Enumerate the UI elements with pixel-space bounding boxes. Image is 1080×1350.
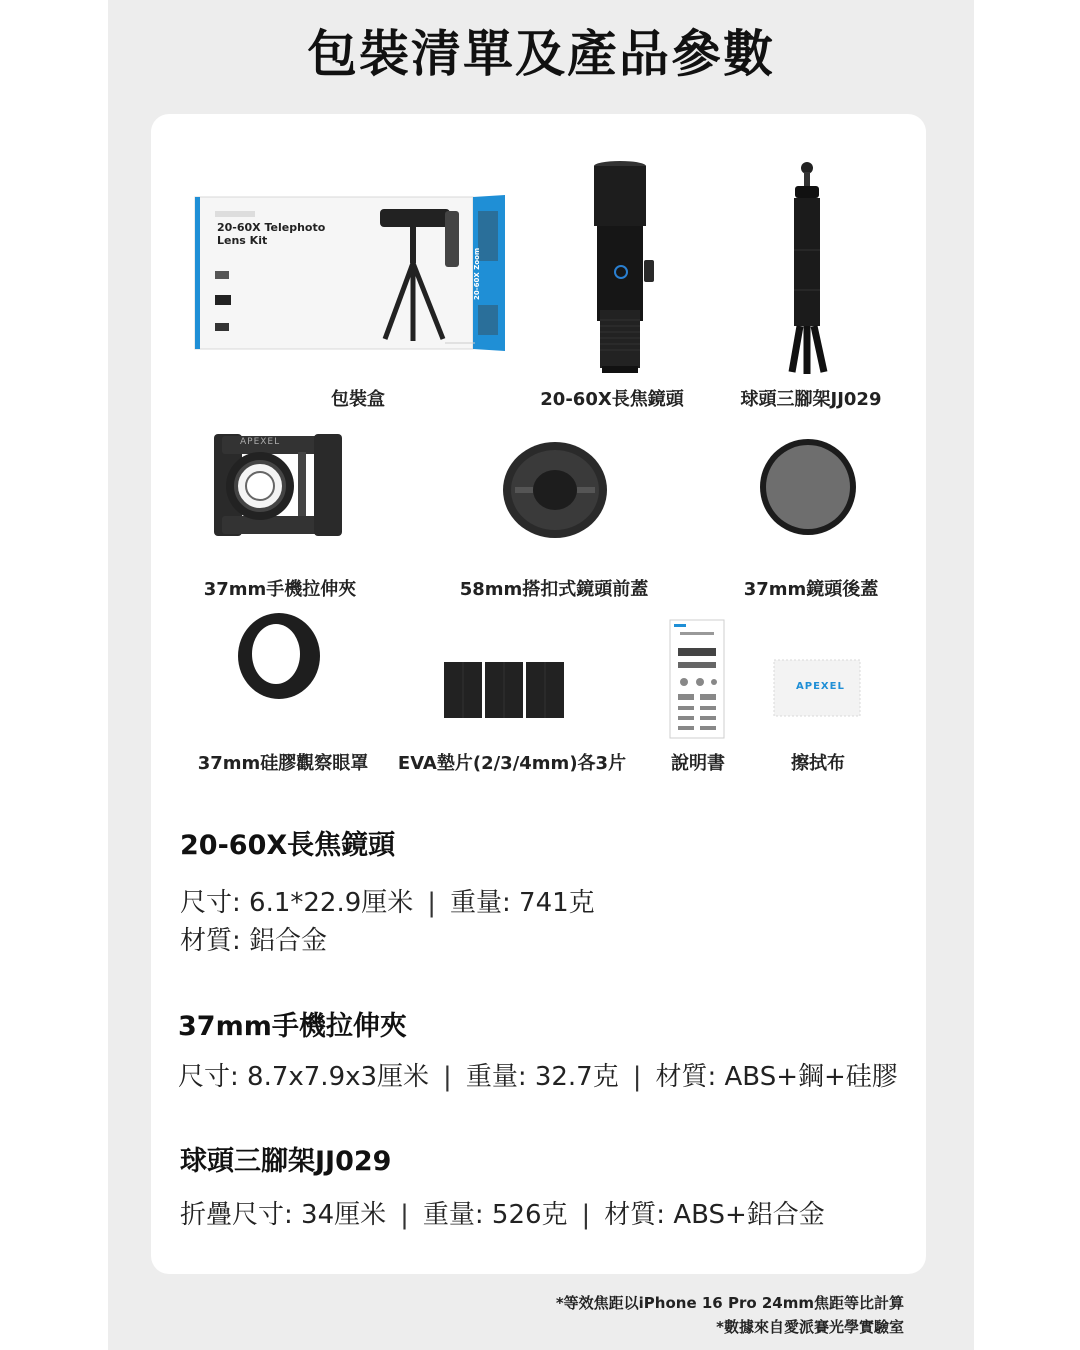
item-label-clip: 37mm手機拉伸夾 [203, 579, 357, 600]
front-lens-cap-image [500, 440, 610, 540]
spec-clip-size: 尺寸: 8.7x7.9x3厘米 [178, 1062, 430, 1092]
item-label-tripod: 球頭三腳架JJ029 [740, 389, 882, 410]
item-label-rear-cap: 37mm鏡頭後蓋 [743, 579, 879, 600]
spec-title-tripod: 球頭三腳架JJ029 [180, 1146, 392, 1177]
spec-lens-size: 尺寸: 6.1*22.9厘米 [180, 888, 414, 918]
spec-lens-material: 材質: 鋁合金 [180, 926, 328, 956]
item-label-front-cap: 58mm搭扣式鏡頭前蓋 [459, 579, 649, 600]
item-label-eyecup: 37mm硅膠觀察眼罩 [197, 753, 369, 774]
spec-tripod-size: 折疊尺寸: 34厘米 [180, 1200, 387, 1230]
spec-lens-line1 [180, 882, 595, 919]
spec-separator: | [443, 1062, 452, 1092]
spec-tripod-weight: 重量: 526克 [422, 1200, 568, 1230]
spec-tripod-line1 [180, 1194, 825, 1231]
spec-title-lens: 20-60X長焦鏡頭 [180, 830, 396, 861]
rear-lens-cap-image [758, 437, 858, 537]
spec-clip-weight: 重量: 32.7克 [465, 1062, 619, 1092]
spec-separator: | [581, 1200, 591, 1230]
tripod-image [780, 160, 840, 375]
box-title-line1: 20-60X Telephoto [217, 221, 326, 234]
spec-separator: | [632, 1062, 642, 1092]
cloth-brand-text: APEXEL [796, 681, 845, 692]
spec-separator: | [400, 1200, 409, 1230]
item-label-manual: 說明書 [671, 753, 725, 774]
eyecup-image [236, 612, 326, 702]
page-title: 包裝清單及產品參數 [307, 25, 775, 83]
spec-lens-line2 [180, 920, 327, 957]
manual-image [670, 620, 726, 740]
spec-lens-weight: 重量: 741克 [450, 888, 595, 918]
footnote-focal-length: *等效焦距以iPhone 16 Pro 24mm焦距等比計算 [555, 1294, 904, 1312]
item-label-eva-pads: EVA墊片(2/3/4mm)各3片 [397, 753, 627, 774]
spec-clip-material: 材質: ABS+鋼+硅膠 [655, 1062, 898, 1092]
box-side-text: 20-60X Zoom [473, 247, 481, 300]
spec-title-clip: 37mm手機拉伸夾 [178, 1011, 407, 1042]
packaging-box-image [195, 193, 510, 353]
item-label-lens: 20-60X長焦鏡頭 [540, 389, 684, 410]
eva-pads-image [444, 662, 566, 720]
spec-tripod-material: 材質: ABS+鋁合金 [604, 1200, 825, 1230]
telephoto-lens-image [592, 160, 662, 375]
box-title-line2: Lens Kit [217, 234, 268, 247]
footnote-data-source: *數據來自愛派賽光學實驗室 [716, 1318, 904, 1336]
clip-brand-text: APEXEL [240, 437, 281, 447]
item-label-cloth: 擦拭布 [791, 753, 845, 774]
spec-separator: | [427, 888, 437, 918]
spec-clip-line1 [178, 1056, 898, 1093]
item-label-box: 包裝盒 [331, 389, 385, 410]
